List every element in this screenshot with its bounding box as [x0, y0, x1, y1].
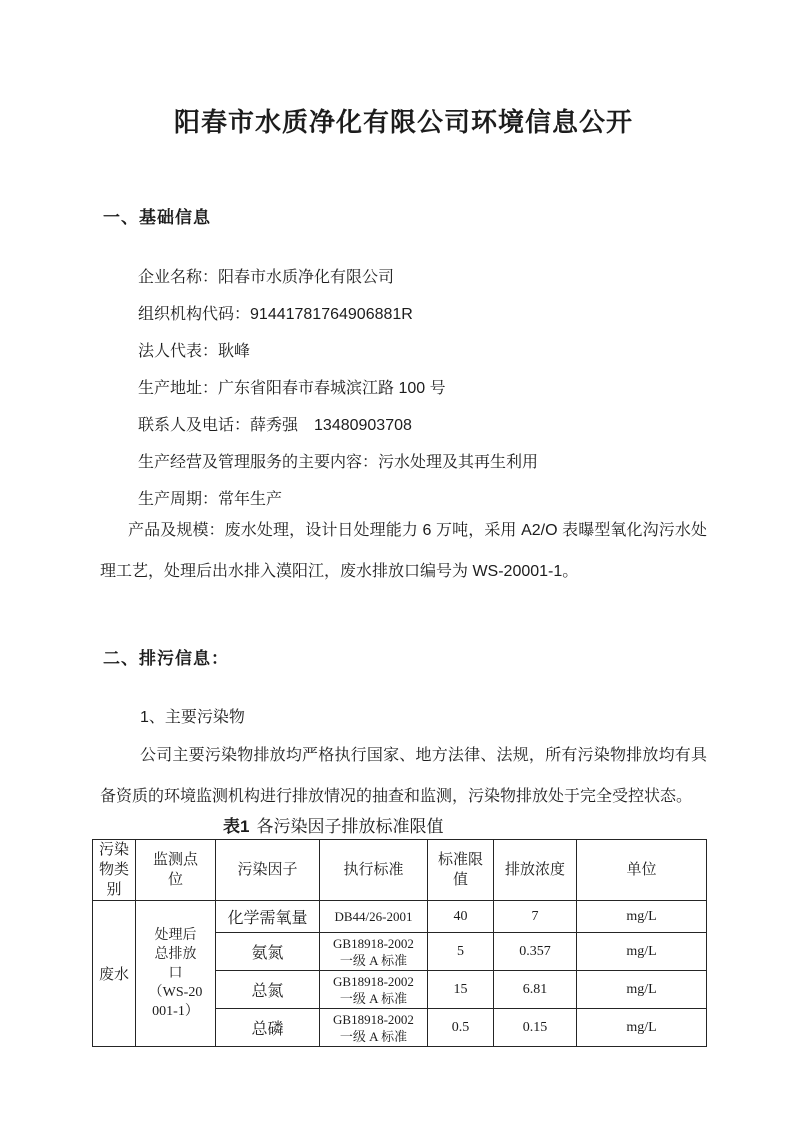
header-discharge-concentration: 排放浓度 [494, 840, 577, 901]
subsection-main-pollutants: 1、主要污染物 [140, 709, 245, 726]
field-label: 生产周期： [138, 491, 219, 508]
monitoring-point-line: （WS-20 [148, 985, 203, 1000]
field-label: 组织机构代码： [138, 306, 251, 323]
factor-cell: 化学需氧量 [216, 901, 320, 933]
header-executed-standard: 执行标准 [320, 840, 428, 901]
unit-cell: mg/L [577, 971, 707, 1009]
concentration-cell: 6.81 [494, 971, 577, 1009]
field-label: 联系人及电话： [138, 417, 251, 434]
production-scale-paragraph: 产品及规模：废水处理，设计日处理能力 6 万吨，采用 A2/O 表曝型氧化沟污水处理工艺，处理后出水排入漠阳江，废水排放口编号为 WS-20001-1。 [100, 522, 707, 580]
header-pollutant-category: 污染物类别 [93, 840, 136, 901]
limit-cell: 15 [428, 971, 494, 1009]
unit-cell: mg/L [577, 933, 707, 971]
monitoring-point-line: 001-1） [152, 1004, 199, 1019]
field-org-code [138, 304, 707, 325]
table-caption-text: 各污染因子排放标准限值 [256, 817, 444, 836]
field-value: 污水处理及其再生利用 [378, 454, 539, 471]
field-value: 薛秀强 13480903708 [250, 417, 412, 434]
standard-cell: GB18918-2002 一级 A 标准 [320, 1009, 428, 1047]
field-production-cycle [138, 489, 707, 510]
monitoring-point-line: 处理后 [154, 928, 197, 943]
unit-cell: mg/L [577, 1009, 707, 1047]
unit-cell: mg/L [577, 901, 707, 933]
concentration-cell: 7 [494, 901, 577, 933]
field-label: 法人代表： [138, 343, 219, 360]
basic-info-fields [100, 267, 707, 510]
field-label: 企业名称： [138, 269, 219, 286]
pollutants-paragraph: 公司主要污染物排放均严格执行国家、地方法律、法规，所有污染物排放均有具备资质的环境监测机构进行排放情况的抽查和监测，污染物排放处于完全受控状态。 [100, 747, 707, 805]
section-basic-info-heading: 一、基础信息 [103, 208, 211, 227]
header-unit: 单位 [577, 840, 707, 901]
field-address [138, 378, 707, 399]
table-caption-number: 表1 [223, 817, 250, 836]
field-label: 生产地址： [138, 380, 219, 397]
field-legal-rep [138, 341, 707, 362]
monitoring-point-cell [136, 901, 216, 1047]
limit-cell: 40 [428, 901, 494, 933]
pollutant-standards-table [92, 839, 707, 1047]
category-cell: 废水 [93, 901, 136, 1047]
concentration-cell: 0.357 [494, 933, 577, 971]
field-label: 生产经营及管理服务的主要内容： [138, 454, 379, 471]
header-pollution-factor: 污染因子 [216, 840, 320, 901]
table-row-cod [93, 901, 707, 933]
document-title: 阳春市水质净化有限公司环境信息公开 [173, 107, 633, 137]
standard-cell: GB18918-2002 一级 A 标准 [320, 933, 428, 971]
field-contact-phone [138, 415, 707, 436]
standard-cell: DB44/26-2001 [320, 901, 428, 933]
table-header-row [93, 840, 707, 901]
concentration-cell: 0.15 [494, 1009, 577, 1047]
field-value: 常年生产 [218, 491, 283, 508]
factor-cell: 总氮 [216, 971, 320, 1009]
standard-cell: GB18918-2002 一级 A 标准 [320, 971, 428, 1009]
monitoring-point-line: 总排放 [154, 947, 197, 962]
monitoring-point-line: 口 [168, 966, 183, 981]
section-discharge-heading: 二、排污信息： [103, 649, 229, 668]
header-monitoring-point: 监测点位 [136, 840, 216, 901]
field-value: 阳春市水质净化有限公司 [218, 269, 395, 286]
table-caption [223, 817, 707, 837]
limit-cell: 5 [428, 933, 494, 971]
field-value: 91441781764906881R [250, 306, 413, 323]
field-business-scope [138, 452, 707, 473]
factor-cell: 总磷 [216, 1009, 320, 1047]
header-standard-limit: 标准限值 [428, 840, 494, 901]
limit-cell: 0.5 [428, 1009, 494, 1047]
field-value: 广东省阳春市春城滨江路 100 号 [218, 380, 446, 397]
field-value: 耿峰 [218, 343, 251, 360]
factor-cell: 氨氮 [216, 933, 320, 971]
field-company-name [138, 267, 707, 288]
